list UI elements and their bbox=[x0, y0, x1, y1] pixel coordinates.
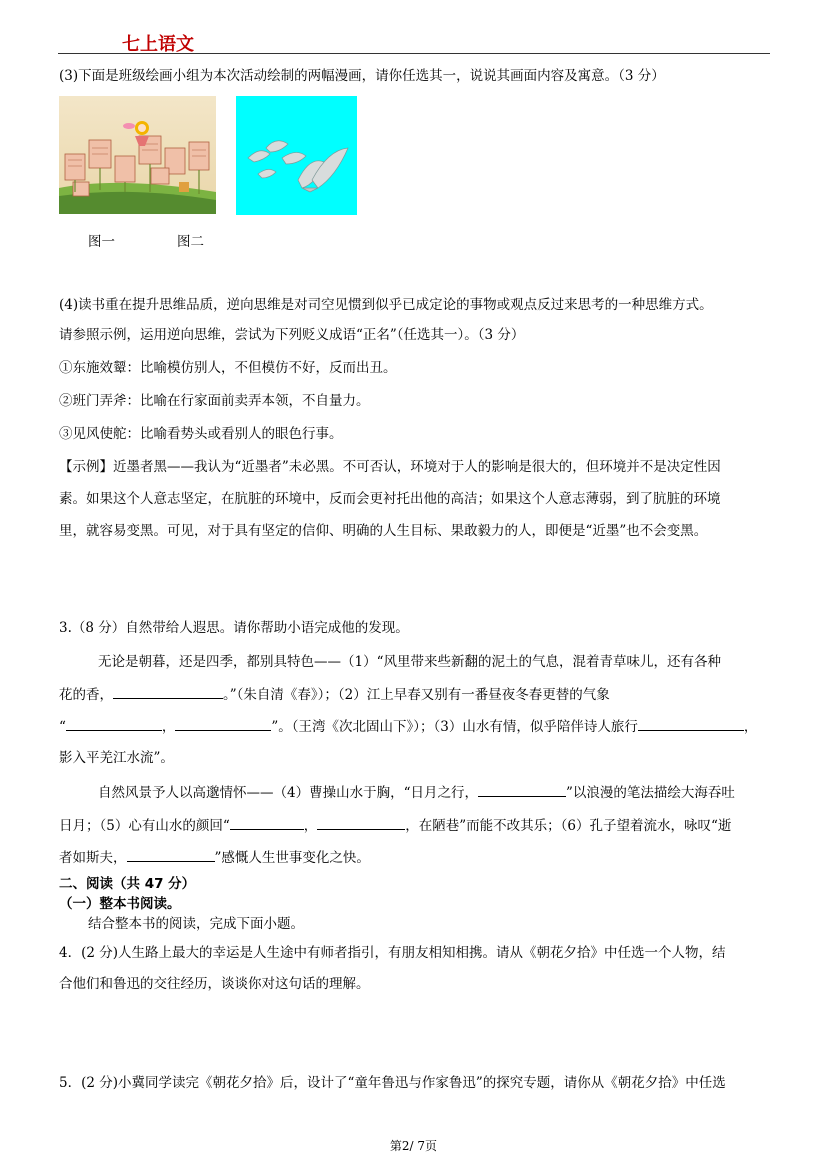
q3-text: 花的香， bbox=[59, 687, 113, 703]
question-3-part-3: (3)下面是班级绘画小组为本次活动绘制的两幅漫画，请你任选其一，说说其画面内容及寓意。（3 分） bbox=[59, 68, 665, 84]
q3-para2-line3 bbox=[59, 847, 370, 868]
section-2-subtitle: （一）整本书阅读。 bbox=[59, 896, 181, 912]
answer-blank-7[interactable] bbox=[317, 815, 405, 830]
header-title: 七上语文 bbox=[122, 34, 194, 55]
q3-para1-line4: 影入平羌江水流”。 bbox=[59, 750, 174, 766]
answer-blank-1[interactable] bbox=[113, 684, 223, 699]
q3-text: ”。（王湾《次北固山下》）；（3）山水有情，似乎陪伴诗人旅行 bbox=[271, 719, 638, 735]
answer-blank-2[interactable] bbox=[66, 716, 162, 731]
question-4-intro-line-2: 请参照示例，运用逆向思维，尝试为下列贬义成语“正名”（任选其一）。（3 分） bbox=[59, 327, 525, 343]
q3-text: ，在陋巷”而能不改其乐；（6）孔子望着流水，咏叹“逝 bbox=[405, 818, 732, 834]
header-rule bbox=[58, 53, 770, 54]
figure-one-caption: 图一 bbox=[88, 234, 115, 250]
q3-para2-line1 bbox=[98, 782, 735, 803]
question-3-title: 3.（8 分）自然带给人遐思。请你帮助小语完成他的发现。 bbox=[59, 620, 409, 636]
answer-blank-4[interactable] bbox=[638, 716, 744, 731]
q3-text: 自然风景予人以高邈情怀——（4）曹操山水于胸，“日月之行， bbox=[98, 785, 478, 801]
figure-two-image bbox=[236, 96, 357, 215]
figure-two-caption: 图二 bbox=[177, 234, 204, 250]
q3-text: ”以浪漫的笔法描绘大海吞吐 bbox=[566, 785, 735, 801]
idiom-item-3: ③见风使舵：比喻看势头或看别人的眼色行事。 bbox=[59, 426, 343, 442]
q3-text: 。”（朱自清《春》）；（2）江上早春又别有一番昼夜冬春更替的气象 bbox=[223, 687, 610, 703]
question-4-intro-line-1: (4)读书重在提升思维品质，逆向思维是对司空见惯到似乎已成定论的事物或观点反过来思考的一种思维方式。 bbox=[59, 297, 713, 313]
question-4-line-2: 合他们和鲁迅的交往经历，谈谈你对这句话的理解。 bbox=[59, 976, 370, 992]
question-5-line-1: 5．(2 分)小冀同学读完《朝花夕拾》后，设计了“童年鲁迅与作家鲁迅”的探究专题，请你从《朝花夕拾》中任选 bbox=[59, 1075, 726, 1091]
idiom-item-1: ①东施效颦：比喻模仿别人，不但模仿不好，反而出丑。 bbox=[59, 360, 397, 376]
q3-para2-line2 bbox=[59, 815, 731, 836]
question-4-line-1: 4．(2 分)人生路上最大的幸运是人生途中有师者指引，有朋友相知相携。请从《朝花夕拾》中任选一个人物，结 bbox=[59, 945, 726, 961]
answer-blank-5[interactable] bbox=[478, 782, 566, 797]
section-2-intro: 结合整本书的阅读，完成下面小题。 bbox=[88, 916, 304, 932]
page-number: 第2/ 7页 bbox=[389, 1139, 438, 1153]
example-line-3: 里，就容易变黑。可见，对于具有坚定的信仰、明确的人生目标、果敢毅力的人，即便是“近墨”也不会变黑。 bbox=[59, 523, 708, 539]
example-line-1: 【示例】近墨者黑——我认为“近墨者”未必黑。不可否认，环境对于人的影响是很大的，但环境并不是决定性因 bbox=[59, 459, 721, 475]
answer-blank-3[interactable] bbox=[175, 716, 271, 731]
example-line-2: 素。如果这个人意志坚定，在肮脏的环境中，反而会更衬托出他的高洁；如果这个人意志薄弱，到了肮脏的环境 bbox=[59, 491, 721, 507]
q3-text: 日月；（5）心有山水的颜回“ bbox=[59, 818, 230, 834]
figure-one-image bbox=[59, 96, 216, 214]
q3-text: ， bbox=[743, 719, 758, 735]
q3-text: ， bbox=[161, 719, 176, 735]
q3-text: ， bbox=[303, 818, 318, 834]
answer-blank-8[interactable] bbox=[127, 847, 215, 862]
q3-para1-line1: 无论是朝暮，还是四季，都别具特色——（1）“风里带来些新翻的泥土的气息，混着青草味儿，还有各种 bbox=[98, 654, 721, 670]
q3-text: “ bbox=[59, 719, 66, 735]
idiom-item-2: ②班门弄斧：比喻在行家面前卖弄本领，不自量力。 bbox=[59, 393, 370, 409]
q3-para1-line2 bbox=[59, 684, 610, 705]
q3-text: 者如斯夫， bbox=[59, 850, 127, 866]
q3-para1-line3 bbox=[59, 716, 757, 737]
section-2-title: 二、阅读（共 47 分） bbox=[59, 876, 196, 892]
q3-text: ”感慨人生世事变化之快。 bbox=[214, 850, 370, 866]
answer-blank-6[interactable] bbox=[230, 815, 304, 830]
